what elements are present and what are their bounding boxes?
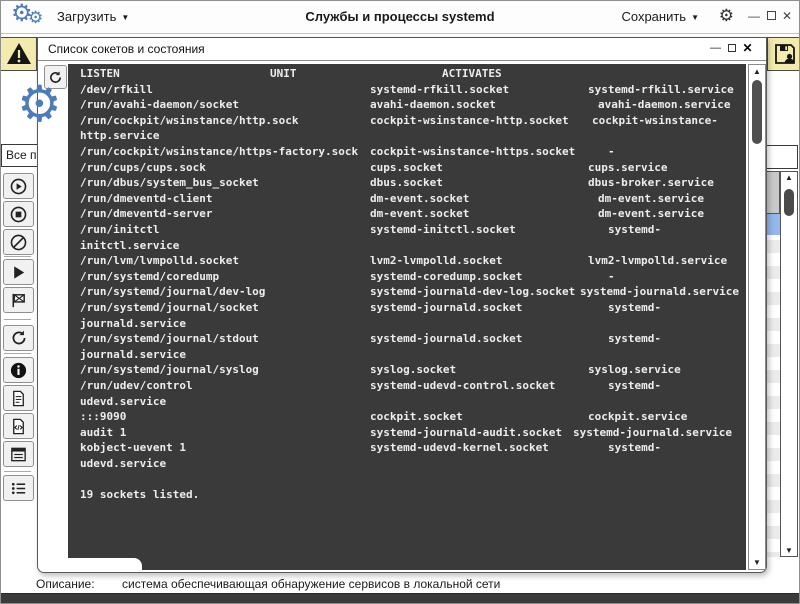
chevron-down-icon: ▼ <box>691 13 699 22</box>
description-value: система обеспечивающая обнаружение сервисов в локальной сети <box>122 577 501 591</box>
floppy-user-icon <box>773 42 797 66</box>
terminal-scrollbar[interactable] <box>748 64 766 570</box>
warning-button[interactable] <box>1 37 37 71</box>
list-button[interactable] <box>3 475 34 501</box>
gear-icon: ⚙ <box>11 0 33 27</box>
chevron-down-icon: ▼ <box>121 13 130 22</box>
toolbar-separator <box>4 471 31 472</box>
terminal-line: /run/systemd/coredump systemd-coredump.socket - <box>80 269 615 283</box>
code-file-button[interactable] <box>3 413 34 439</box>
details-button[interactable] <box>3 441 34 467</box>
terminal-line: initctl.service <box>80 238 180 252</box>
dialog-close-button[interactable]: ✕ <box>742 41 753 55</box>
terminal-corner-notch <box>68 558 142 570</box>
terminal-line: /run/lvm/lvmpolld.socket lvm2-lvmpolld.socket lvm2-lvmpolld.service <box>80 254 728 268</box>
details-icon <box>9 445 28 464</box>
bottom-bar <box>1 593 799 604</box>
maximize-button[interactable] <box>764 8 778 24</box>
terminal-line <box>68 473 746 489</box>
cancel-unit-button[interactable] <box>3 229 34 255</box>
terminal-line: /run/cups/cups.sock cups.socket cups.service <box>80 160 668 174</box>
start-circle-icon <box>9 177 28 196</box>
terminal-line: /run/systemd/journal/dev-log systemd-journald-dev-log.socket systemd-journald.service <box>80 285 739 299</box>
stop-circle-icon <box>9 205 28 224</box>
toolbar-separator <box>4 353 31 354</box>
scroll-up-icon[interactable]: ▲ <box>785 173 793 182</box>
info-icon <box>9 361 28 380</box>
terminal-line: LISTEN UNIT ACTIVATES <box>80 67 502 80</box>
terminal-line: /dev/rfkill systemd-rfkill.socket systemd-rfkill.service <box>80 82 734 96</box>
terminal-line: journald.service <box>80 316 186 330</box>
refresh-icon <box>10 329 28 347</box>
terminal-line: journald.service <box>80 347 186 361</box>
terminal-line: /run/cockpit/wsinstance/http.sock cockpit-wsinstance-http.socket cockpit-wsinstance- <box>80 113 718 127</box>
flag-icon <box>9 291 28 310</box>
info-button[interactable] <box>3 357 34 383</box>
save-menu-button[interactable] <box>621 9 699 24</box>
gear-watermark-icon: ⚙ <box>17 76 62 132</box>
scroll-down-icon[interactable]: ▼ <box>753 558 761 567</box>
settings-gear-icon[interactable]: ⚙ <box>718 6 734 25</box>
dialog-minimize-button[interactable]: — <box>710 42 721 54</box>
flag-button[interactable] <box>3 287 34 313</box>
start-unit-button[interactable] <box>3 173 34 199</box>
gear-icon: ⚙ <box>28 8 44 27</box>
terminal-line: /run/systemd/journal/syslog syslog.socket syslog.service <box>80 363 681 377</box>
terminal-line: /run/systemd/journal/socket systemd-journald.socket systemd- <box>80 301 661 314</box>
terminal-line: /run/dmeventd-client dm-event.socket dm-event.service <box>80 191 704 205</box>
refresh-button[interactable] <box>3 325 34 351</box>
table-scrollbar[interactable] <box>780 171 798 557</box>
terminal-line: /run/dmeventd-server dm-event.socket dm-event.service <box>80 207 704 221</box>
minimize-button[interactable]: — <box>748 9 760 23</box>
description-label: Описание: <box>36 577 95 591</box>
scroll-up-icon[interactable]: ▲ <box>753 67 761 76</box>
save-file-button[interactable] <box>767 37 800 71</box>
code-file-icon <box>9 417 28 436</box>
scrollbar-thumb[interactable] <box>752 80 762 144</box>
terminal-line: /run/initctl systemd-initctl.socket systemd- <box>80 223 661 236</box>
save-menu-label: Сохранить <box>621 9 687 24</box>
terminal-line: audit 1 systemd-journald-audit.socket systemd-journald.service <box>80 425 732 439</box>
terminal-line: /run/dbus/system_bus_socket dbus.socket dbus-broker.service <box>80 176 714 190</box>
load-menu-label: Загрузить <box>57 9 117 24</box>
warning-icon <box>6 42 32 66</box>
terminal-line: /run/systemd/journal/stdout systemd-journald.socket systemd- <box>80 332 661 346</box>
toolbar-separator <box>4 256 31 257</box>
toolbar-separator <box>4 319 31 320</box>
window-title: Службы и процессы systemd <box>305 9 495 24</box>
main-titlebar <box>1 1 799 34</box>
dialog-title: Список сокетов и состояния <box>48 42 205 56</box>
cancel-icon <box>9 233 28 252</box>
dialog-titlebar[interactable] <box>38 38 766 61</box>
terminal-line: kobject-uevent 1 systemd-udevd-kernel.socket systemd- <box>80 441 661 455</box>
stop-unit-button[interactable] <box>3 201 34 227</box>
terminal-line: http.service <box>80 129 160 143</box>
terminal-line: /run/udev/control systemd-udevd-control.socket systemd- <box>80 379 661 392</box>
run-icon <box>9 263 28 282</box>
terminal-line: /run/avahi-daemon/socket avahi-daemon.socket avahi-daemon.service <box>80 98 731 112</box>
sockets-dialog <box>37 37 767 573</box>
maximize-icon <box>728 44 736 52</box>
scrollbar-thumb[interactable] <box>784 189 794 216</box>
statusbar <box>1 573 799 593</box>
scroll-down-icon[interactable]: ▼ <box>785 546 793 555</box>
dialog-maximize-button[interactable] <box>725 41 738 56</box>
list-icon <box>9 479 28 498</box>
document-button[interactable] <box>3 385 34 411</box>
close-button[interactable]: ✕ <box>781 9 793 23</box>
terminal-line: udevd.service <box>80 394 167 408</box>
document-icon <box>9 389 28 408</box>
terminal-line: /run/cockpit/wsinstance/https-factory.sock cockpit-wsinstance-https.socket - <box>80 145 615 158</box>
run-button[interactable] <box>3 259 34 285</box>
terminal-line: udevd.service <box>80 457 167 470</box>
terminal-line: 19 sockets listed. <box>80 488 200 502</box>
terminal-line: :::9090 cockpit.socket cockpit.service <box>80 410 688 424</box>
filter-combobox[interactable]: Все п <box>1 144 63 167</box>
terminal-output <box>68 64 746 570</box>
maximize-icon <box>767 11 776 20</box>
